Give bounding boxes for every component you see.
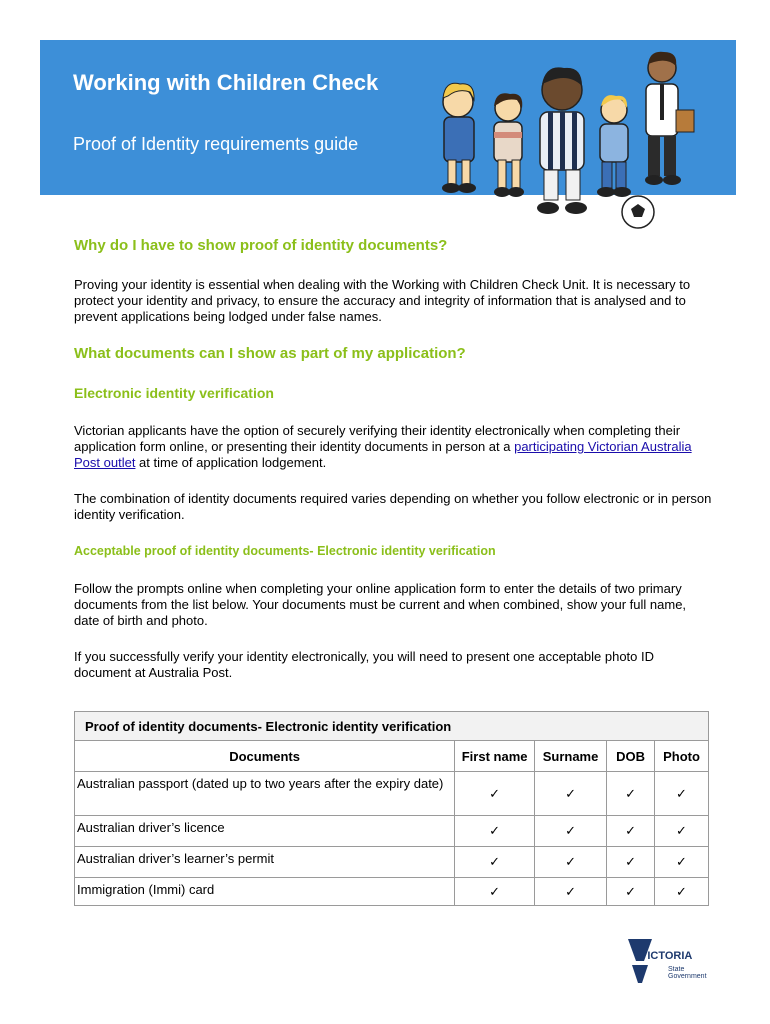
why-heading: Why do I have to show proof of identity documents? [74,237,448,254]
child-figure [645,52,694,185]
combination-body: The combination of identity documents required varies depending on whether you follow electronic or in person identity verification. [74,491,712,522]
check-icon: ✓ [455,816,535,847]
table-caption: Proof of identity documents- Electronic identity verification [75,712,709,741]
page-title: Working with Children Check [73,70,379,95]
logo-subtext [668,966,707,980]
eiv-body [74,423,714,471]
check-icon: ✓ [535,878,607,906]
eiv-heading: Electronic identity verification [74,385,274,401]
acceptable-heading: Acceptable proof of identity documents- Electronic identity verification [74,544,496,558]
table-row [75,816,709,847]
document-name: Australian passport (dated up to two years after the expiry date) [75,772,455,816]
check-icon: ✓ [607,816,655,847]
document-name: Immigration (Immi) card [75,878,455,906]
document-name: Australian driver’s learner’s permit [75,847,455,878]
check-icon: ✓ [455,878,535,906]
check-icon: ✓ [607,772,655,816]
what-heading: What documents can I show as part of my application? [74,345,466,362]
logo-subtext-line: State [668,966,685,973]
why-body: Proving your identity is essential when dealing with the Working with Children Check Unit. It is necessary to protect your identity and privacy, to ensure the accuracy and integrity of information that is analysed and to prevent applications being lodged under false names. [74,277,691,324]
check-icon: ✓ [607,878,655,906]
column-header: Surname [535,741,607,772]
column-header: First name [455,741,535,772]
soccer-ball-icon [622,196,654,228]
page-subtitle: Proof of Identity requirements guide [73,134,359,154]
column-header: Documents [75,741,455,772]
child-figure [537,67,587,214]
logo-subtext-line: Government [668,973,707,980]
check-icon: ✓ [655,772,709,816]
eiv-body-before: Victorian applicants have the option of securely verifying their identity electronically when completing their application form online, or presenting their identity documents in person at a [74,423,681,454]
australia-post-link[interactable]: participating Victorian Australia Post outlet [74,439,692,470]
document-name: Australian driver’s licence [75,816,455,847]
identity-documents-table [74,711,709,906]
check-icon: ✓ [655,878,709,906]
column-header: DOB [607,741,655,772]
child-figure [597,95,631,197]
check-icon: ✓ [535,847,607,878]
success-body: If you successfully verify your identity electronically, you will need to present one acceptable photo ID document at Australia Post. [74,649,655,680]
check-icon: ✓ [607,847,655,878]
check-icon: ✓ [655,816,709,847]
table-caption-row [75,712,709,741]
logo-wordmark: VICTORIA [640,950,693,962]
prompts-body: Follow the prompts online when completing your online application form to enter the details of two primary documents from the list below. Your documents must be current and when combined, show your full name, date of birth and photo. [74,581,687,628]
table-row [75,772,709,816]
table-header-row [75,741,709,772]
check-icon: ✓ [535,816,607,847]
children-illustration [420,40,700,235]
table-row [75,878,709,906]
eiv-body-after: at time of application lodgement. [135,455,327,470]
check-icon: ✓ [535,772,607,816]
child-figure [442,83,476,193]
check-icon: ✓ [455,847,535,878]
check-icon: ✓ [655,847,709,878]
check-icon: ✓ [455,772,535,816]
table-row [75,847,709,878]
child-figure [494,93,524,197]
column-header: Photo [655,741,709,772]
